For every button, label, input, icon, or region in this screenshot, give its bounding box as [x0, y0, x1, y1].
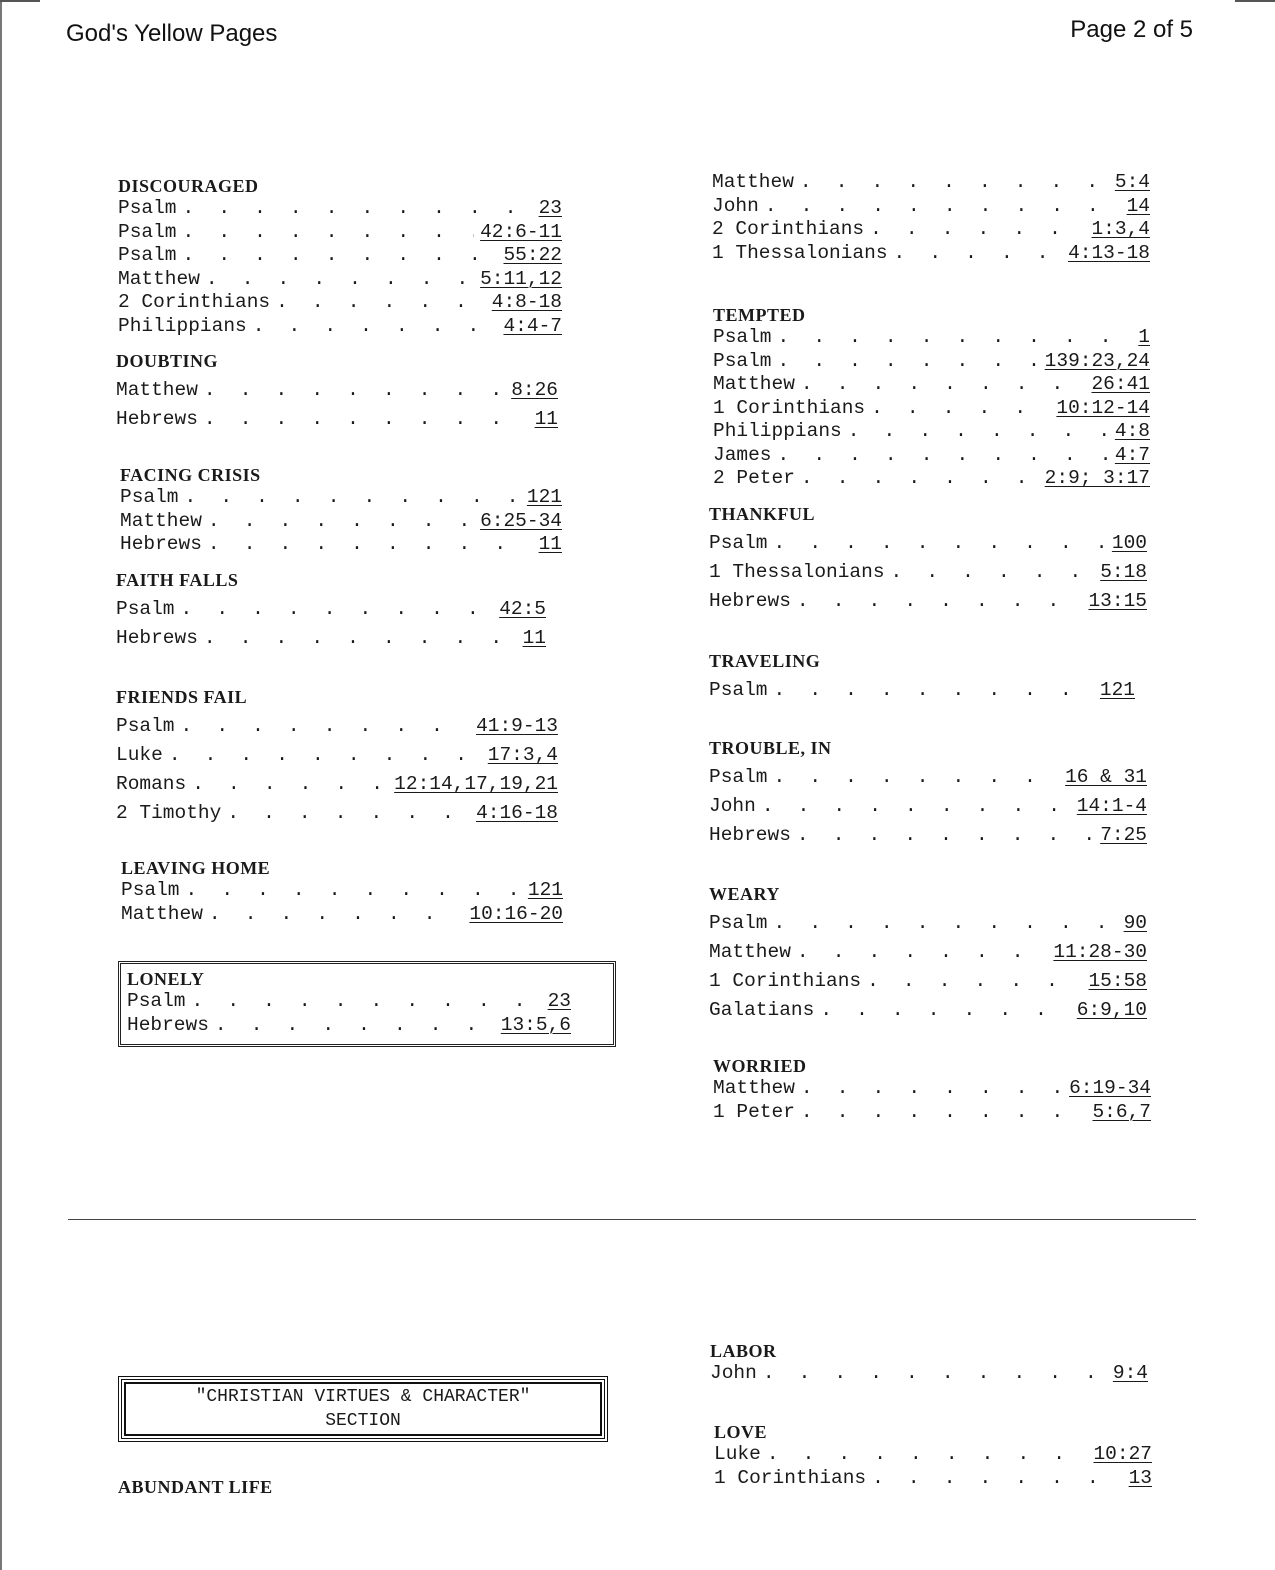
- verse-reference: 6:9,10: [1076, 999, 1147, 1021]
- dot-leader: [797, 587, 1083, 616]
- dot-leader: [801, 467, 1039, 491]
- section-love: [714, 1421, 1152, 1490]
- reference-row: [712, 218, 1150, 242]
- verse-reference: 55:22: [503, 244, 562, 266]
- book-name: Matthew: [120, 509, 202, 532]
- book-name: John: [712, 194, 759, 217]
- dot-leader: [891, 558, 1095, 587]
- reference-row: [121, 903, 563, 927]
- reference-row: [118, 291, 562, 315]
- verse-reference: 42:5: [499, 598, 546, 620]
- verse-reference: 13:15: [1088, 590, 1147, 612]
- reference-row: [709, 909, 1147, 938]
- section-title: LOVE: [714, 1422, 768, 1442]
- dot-leader: [208, 510, 474, 534]
- verse-reference: 100: [1111, 532, 1147, 554]
- reference-row: [709, 996, 1147, 1025]
- dot-leader: [778, 444, 1109, 468]
- verse-reference: 6:25-34: [480, 509, 562, 532]
- reference-row: [127, 990, 571, 1014]
- book-name: 1 Corinthians: [713, 396, 866, 419]
- verse-reference: 5:4: [1114, 171, 1150, 193]
- section-faith-falls: [116, 569, 546, 653]
- book-name: Matthew: [118, 267, 200, 290]
- dot-leader: [774, 676, 1094, 705]
- dot-leader: [204, 405, 529, 434]
- dot-leader: [183, 244, 498, 268]
- verse-reference: 4:7: [1114, 443, 1150, 466]
- reference-row: [712, 242, 1150, 266]
- section-title: WORRIED: [713, 1056, 807, 1076]
- section-title: TRAVELING: [709, 651, 821, 671]
- section-title: LEAVING HOME: [121, 858, 271, 878]
- dot-leader: [227, 799, 470, 828]
- section-banner: [118, 1376, 608, 1442]
- verse-reference: 11: [522, 627, 546, 649]
- dot-leader: [208, 533, 533, 557]
- dot-leader: [778, 326, 1133, 350]
- dot-leader: [276, 291, 486, 315]
- book-name: Psalm: [709, 679, 768, 701]
- page-divider: [68, 1219, 1196, 1220]
- reference-row: [713, 397, 1150, 421]
- book-name: Psalm: [127, 990, 186, 1012]
- dot-leader: [169, 741, 482, 770]
- book-name: Romans: [116, 773, 187, 795]
- book-name: Psalm: [118, 197, 177, 219]
- dot-leader: [186, 879, 522, 903]
- dot-leader: [192, 770, 388, 799]
- verse-reference: 14:1-4: [1076, 795, 1147, 817]
- section-continued: [712, 171, 1150, 265]
- section-leaving-home: [121, 857, 563, 926]
- book-name: Philippians: [713, 420, 842, 442]
- reference-row: [120, 533, 562, 557]
- dot-leader: [763, 1362, 1107, 1386]
- section-friends-fail: [116, 686, 558, 828]
- reference-row: [709, 587, 1147, 616]
- book-name: 1 Corinthians: [714, 1466, 867, 1489]
- reference-row: [713, 420, 1150, 444]
- dot-leader: [192, 990, 542, 1014]
- dot-leader: [215, 1014, 495, 1038]
- page-number: Page 2 of 5: [1070, 16, 1193, 43]
- section-discouraged: [118, 175, 562, 338]
- dot-leader: [801, 1077, 1063, 1101]
- book-name: James: [713, 443, 772, 466]
- reference-row: [714, 1467, 1152, 1491]
- book-name: 1 Thessalonians: [709, 561, 885, 583]
- dot-leader: [206, 268, 474, 292]
- section-facing-crisis: [120, 464, 562, 557]
- reference-row: [116, 405, 558, 434]
- reference-row: [713, 1101, 1151, 1125]
- book-name: Matthew: [713, 373, 795, 395]
- verse-reference: 90: [1123, 912, 1147, 934]
- verse-reference: 26:41: [1091, 373, 1150, 395]
- section-tempted: [713, 304, 1150, 491]
- reference-row: [709, 558, 1147, 587]
- reference-row: [709, 529, 1147, 558]
- section-trouble-in: [709, 737, 1147, 850]
- scan-edge-top-left: [0, 0, 40, 2]
- verse-reference: 10:16-20: [469, 902, 563, 925]
- section-title: FAITH FALLS: [116, 570, 239, 590]
- dot-leader: [253, 315, 498, 339]
- dot-leader: [765, 195, 1121, 219]
- section-title: TROUBLE, IN: [709, 738, 832, 758]
- reference-row: [712, 171, 1150, 195]
- banner-line-1: "CHRISTIAN VIRTUES & CHARACTER": [195, 1387, 531, 1407]
- book-name: Luke: [116, 744, 163, 766]
- book-name: Matthew: [121, 902, 203, 925]
- book-name: Psalm: [120, 486, 179, 508]
- section-title: DISCOURAGED: [118, 176, 259, 196]
- verse-reference: 1:3,4: [1091, 218, 1150, 240]
- reference-row: [116, 770, 558, 799]
- section-traveling: [709, 650, 1135, 705]
- verse-reference: 23: [547, 990, 571, 1012]
- verse-reference: 12:14,17,19,21: [394, 773, 558, 795]
- reference-row: [116, 624, 546, 653]
- verse-reference: 1: [1138, 326, 1150, 348]
- book-name: Psalm: [118, 244, 177, 266]
- dot-leader: [185, 486, 521, 510]
- verse-reference: 8:26: [511, 379, 558, 401]
- reference-row: [118, 315, 562, 339]
- book-name: 2 Timothy: [116, 802, 222, 824]
- book-name: 2 Corinthians: [712, 218, 865, 240]
- book-name: Hebrews: [116, 408, 198, 430]
- reference-row: [116, 741, 558, 770]
- dot-leader: [209, 903, 463, 927]
- verse-reference: 5:11,12: [480, 267, 562, 290]
- dot-leader: [872, 1467, 1122, 1491]
- reference-row: [709, 967, 1147, 996]
- dot-leader: [181, 712, 471, 741]
- dot-leader: [820, 996, 1070, 1025]
- book-name: Hebrews: [120, 533, 202, 555]
- verse-reference: 11: [534, 408, 558, 430]
- reference-row: [116, 712, 558, 741]
- section-doubting: [116, 350, 558, 434]
- verse-reference: 121: [526, 486, 562, 508]
- book-name: Psalm: [118, 220, 177, 243]
- section-title: DOUBTING: [116, 351, 219, 371]
- book-name: Matthew: [712, 171, 794, 193]
- book-name: Galatians: [709, 999, 815, 1021]
- section-title: LONELY: [127, 969, 205, 989]
- section-title: ABUNDANT LIFE: [118, 1477, 273, 1497]
- reference-row: [713, 350, 1150, 374]
- verse-reference: 6:19-34: [1069, 1077, 1151, 1099]
- reference-row: [121, 879, 563, 903]
- dot-leader: [848, 420, 1109, 444]
- book-name: Psalm: [709, 532, 768, 554]
- reference-row: [713, 1077, 1151, 1101]
- dot-leader: [181, 595, 494, 624]
- dot-leader: [183, 221, 475, 245]
- verse-reference: 139:23,24: [1044, 349, 1150, 372]
- reference-row: [116, 799, 558, 828]
- dot-leader: [762, 792, 1071, 821]
- section-title: LABOR: [710, 1341, 777, 1361]
- reference-row: [710, 1362, 1148, 1386]
- book-name: John: [709, 795, 756, 817]
- section-lonely: [118, 961, 616, 1047]
- verse-reference: 11: [538, 533, 562, 555]
- dot-leader: [183, 197, 533, 221]
- dot-leader: [801, 1101, 1087, 1125]
- reference-row: [116, 595, 546, 624]
- book-name: Psalm: [713, 326, 772, 348]
- reference-row: [709, 792, 1147, 821]
- dot-leader: [204, 376, 505, 405]
- dot-leader: [778, 350, 1039, 374]
- verse-reference: 7:25: [1100, 824, 1147, 846]
- book-name: 2 Corinthians: [118, 291, 271, 313]
- verse-reference: 17:3,4: [487, 744, 558, 766]
- reference-row: [118, 221, 562, 245]
- dot-leader: [871, 397, 1050, 421]
- book-name: Psalm: [116, 715, 175, 737]
- verse-reference: 2:9; 3:17: [1044, 467, 1150, 489]
- verse-reference: 4:16-18: [476, 802, 558, 824]
- book-name: Hebrews: [116, 627, 198, 649]
- reference-row: [713, 373, 1150, 397]
- section-labor: [710, 1340, 1148, 1386]
- verse-reference: 5:6,7: [1092, 1100, 1151, 1123]
- dot-leader: [797, 821, 1094, 850]
- book-name: Psalm: [121, 879, 180, 901]
- scan-edge-left: [0, 0, 2, 1570]
- verse-reference: 16 & 31: [1065, 766, 1147, 788]
- verse-reference: 4:4-7: [503, 314, 562, 337]
- book-name: Psalm: [713, 349, 772, 372]
- section-title: TEMPTED: [713, 305, 806, 325]
- verse-reference: 11:28-30: [1053, 941, 1147, 963]
- book-name: Matthew: [713, 1077, 795, 1099]
- reference-row: [712, 195, 1150, 219]
- verse-reference: 10:12-14: [1056, 396, 1150, 419]
- book-name: John: [710, 1362, 757, 1384]
- verse-reference: 13: [1128, 1466, 1152, 1489]
- book-name: Hebrews: [127, 1013, 209, 1036]
- reference-row: [116, 376, 558, 405]
- document-title: God's Yellow Pages: [66, 20, 278, 47]
- verse-reference: 10:27: [1093, 1443, 1152, 1465]
- section-worried: [713, 1055, 1151, 1124]
- dot-leader: [800, 171, 1109, 195]
- verse-reference: 15:58: [1088, 970, 1147, 992]
- reference-row: [118, 197, 562, 221]
- section-title: FACING CRISIS: [120, 465, 261, 485]
- dot-leader: [867, 967, 1082, 996]
- book-name: 1 Peter: [713, 1100, 795, 1123]
- section-weary: [709, 883, 1147, 1025]
- book-name: Matthew: [116, 379, 198, 401]
- verse-reference: 41:9-13: [476, 715, 558, 737]
- banner-line-2: SECTION: [325, 1411, 401, 1431]
- section-title: WEARY: [709, 884, 780, 904]
- section-thankful: [709, 503, 1147, 616]
- dot-leader: [797, 938, 1047, 967]
- section-title: FRIENDS FAIL: [116, 687, 248, 707]
- reference-row: [713, 467, 1150, 491]
- section-abundant-life: [118, 1476, 418, 1498]
- reference-row: [714, 1443, 1152, 1467]
- reference-row: [713, 326, 1150, 350]
- verse-reference: 121: [1099, 679, 1135, 701]
- book-name: Psalm: [709, 766, 768, 788]
- reference-row: [709, 821, 1147, 850]
- book-name: 1 Thessalonians: [712, 241, 888, 264]
- dot-leader: [774, 763, 1060, 792]
- verse-reference: 4:13-18: [1068, 241, 1150, 264]
- reference-row: [709, 763, 1147, 792]
- reference-row: [709, 938, 1147, 967]
- book-name: Philippians: [118, 314, 247, 337]
- verse-reference: 23: [538, 197, 562, 219]
- book-name: Luke: [714, 1443, 761, 1465]
- book-name: 1 Corinthians: [709, 970, 862, 992]
- book-name: 2 Peter: [713, 467, 795, 489]
- verse-reference: 42:6-11: [480, 220, 562, 243]
- verse-reference: 5:18: [1100, 561, 1147, 583]
- reference-row: [713, 444, 1150, 468]
- reference-row: [118, 244, 562, 268]
- dot-leader: [767, 1443, 1088, 1467]
- reference-row: [120, 510, 562, 534]
- verse-reference: 9:4: [1112, 1362, 1148, 1384]
- verse-reference: 4:8-18: [491, 291, 562, 313]
- book-name: Psalm: [116, 598, 175, 620]
- section-title: THANKFUL: [709, 504, 816, 524]
- dot-leader: [870, 218, 1085, 242]
- dot-leader: [774, 909, 1118, 938]
- reference-row: [120, 486, 562, 510]
- dot-leader: [774, 529, 1106, 558]
- book-name: Hebrews: [709, 824, 791, 846]
- reference-row: [709, 676, 1135, 705]
- dot-leader: [204, 624, 517, 653]
- verse-reference: 14: [1126, 194, 1150, 217]
- book-name: Matthew: [709, 941, 791, 963]
- dot-leader: [894, 242, 1063, 266]
- verse-reference: 121: [527, 879, 563, 901]
- scan-edge-top-right: [1235, 0, 1275, 2]
- book-name: Hebrews: [709, 590, 791, 612]
- reference-row: [127, 1014, 571, 1038]
- reference-row: [118, 268, 562, 292]
- verse-reference: 4:8: [1114, 420, 1150, 442]
- verse-reference: 13:5,6: [500, 1013, 571, 1036]
- book-name: Psalm: [709, 912, 768, 934]
- dot-leader: [801, 373, 1086, 397]
